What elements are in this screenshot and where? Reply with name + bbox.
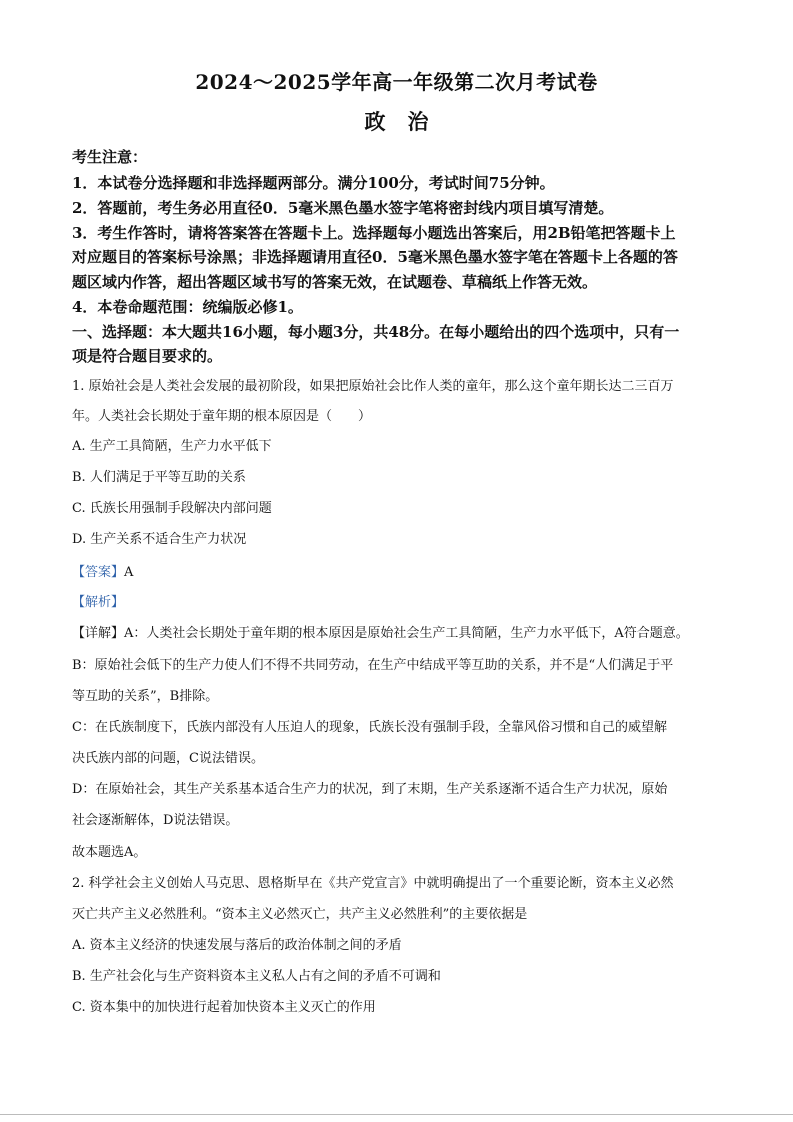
subject-title: 政治: [364, 109, 451, 134]
detail-line: 等互助的关系”，B排除。: [72, 689, 219, 704]
analysis-tag: 【解析】: [72, 595, 125, 610]
section-heading: 项是符合题目要求的。: [72, 347, 223, 365]
detail-line: 社会逐渐解体，D说法错误。: [72, 813, 239, 828]
detail-line: D：在原始社会，其生产关系基本适合生产力的状况，到了末期，生产关系逐渐不适合生产力状况，原始: [72, 782, 668, 797]
detail-text: A：人类社会长期处于童年期的根本原因是原始社会生产工具简陋，生产力水平低下，A符合题意。: [124, 626, 689, 641]
question-stem: 2. 科学社会主义创始人马克思、恩格斯早在《共产党宣言》中就明确提出了一个重要论断，资本主义必然: [72, 876, 674, 891]
exam-title: 2024～2025学年高一年级第二次月考试卷: [195, 70, 598, 94]
detail-tag: 【详解】: [72, 626, 125, 641]
detail-line: C：在氏族制度下，氏族内部没有人压迫人的现象，氏族长没有强制手段，全靠风俗习惯和自己的威望解: [72, 720, 667, 735]
notice-line: 4．本卷命题范围：统编版必修1。: [72, 298, 303, 316]
question-stem: 年。人类社会长期处于童年期的根本原因是（ ）: [72, 409, 372, 424]
detail-line: B：原始社会低下的生产力使人们不得不共同劳动，在生产中结成平等互助的关系，并不是“人们满足于平: [72, 658, 674, 673]
question-stem: 灭亡共产主义必然胜利。“资本主义必然灭亡，共产主义必然胜利”的主要依据是: [72, 907, 528, 922]
answer-value: A: [124, 565, 134, 580]
notice-heading: 考生注意：: [72, 148, 148, 166]
detail-line: 决氏族内部的问题，C说法错误。: [72, 751, 264, 766]
answer-line: [72, 561, 732, 580]
option-b: B. 生产社会化与生产资料资本主义私人占有之间的矛盾不可调和: [72, 969, 441, 984]
notice-line: 对应题目的答案标号涂黑；非选择题请用直径0．5毫米黑色墨水签字笔在答题卡上各题的答: [72, 248, 678, 266]
notice-line: 2．答题前，考生务必用直径0．5毫米黑色墨水签字笔将密封线内项目填写清楚。: [72, 199, 614, 217]
option-c: C. 资本集中的加快进行起着加快资本主义灭亡的作用: [72, 1000, 376, 1015]
answer-tag: 【答案】: [72, 565, 125, 580]
option-d: D. 生产关系不适合生产力状况: [72, 532, 247, 547]
page-bottom-divider: [0, 1114, 793, 1115]
notice-line: 1．本试卷分选择题和非选择题两部分。满分100分，考试时间75分钟。: [72, 174, 555, 192]
notice-line: 题区域内作答，超出答题区域书写的答案无效，在试题卷、草稿纸上作答无效。: [72, 273, 598, 291]
question-stem: 1. 原始社会是人类社会发展的最初阶段，如果把原始社会比作人类的童年，那么这个童年期长达二三百万: [72, 379, 674, 394]
option-b: B. 人们满足于平等互助的关系: [72, 470, 246, 485]
section-heading: 一、选择题：本大题共16小题，每小题3分，共48分。在每小题给出的四个选项中，只有一: [72, 323, 680, 341]
detail-line: [72, 622, 732, 641]
conclusion: 故本题选A。: [72, 845, 147, 860]
option-a: A. 生产工具简陋，生产力水平低下: [72, 439, 272, 454]
notice-line: 3．考生作答时，请将答案答在答题卡上。选择题每小题选出答案后，用2B铅笔把答题卡上: [72, 224, 676, 242]
option-c: C. 氏族长用强制手段解决内部问题: [72, 501, 272, 516]
option-a: A. 资本主义经济的快速发展与落后的政治体制之间的矛盾: [72, 938, 402, 953]
